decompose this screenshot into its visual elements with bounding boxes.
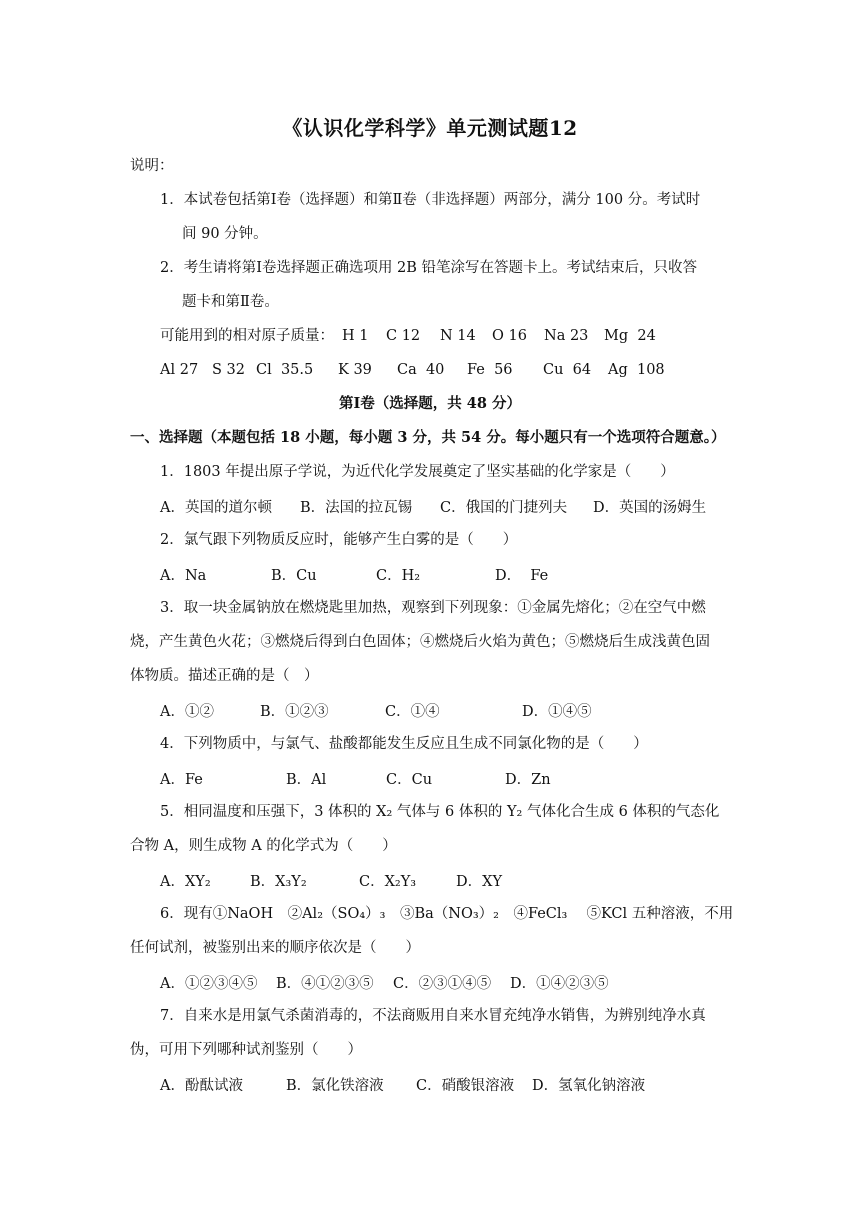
question-1-option-b: B．法国的拉瓦锡 — [300, 500, 413, 516]
question-3-option-a: A．①② — [160, 704, 214, 720]
question-5-option-a: A．XY₂ — [160, 874, 211, 890]
atomic-mass-mg: Mg 24 — [604, 328, 656, 344]
question-6-option-a: A．①②③④⑤ — [160, 976, 258, 992]
question-7-stem: 7．自来水是用氯气杀菌消毒的，不法商贩用自来水冒充纯净水销售，为辨别纯净水真 — [160, 1008, 706, 1024]
question-1-option-d: D．英国的汤姆生 — [593, 500, 707, 516]
atomic-mass-label: 可能用到的相对原子质量： — [160, 328, 334, 344]
atomic-mass-c: C 12 — [386, 328, 421, 344]
atomic-mass-h: H 1 — [342, 328, 369, 344]
part-heading: 一、选择题（本题包括 18 小题，每小题 3 分，共 54 分。每小题只有一个选项符合题意。） — [130, 429, 726, 446]
atomic-mass-na: Na 23 — [544, 328, 589, 344]
question-4-option-d: D．Zn — [505, 772, 551, 788]
instruction-item-2-cont: 题卡和第Ⅱ卷。 — [182, 294, 279, 310]
question-4-option-c: C．Cu — [386, 772, 433, 788]
question-2-option-c: C．H₂ — [376, 568, 421, 584]
question-3-stem-cont-1: 烧，产生黄色火花；③燃烧后得到白色固体；④燃烧后火焰为黄色；⑤燃烧后生成浅黄色固 — [130, 634, 710, 650]
question-6-stem-cont: 任何试剂，被鉴别出来的顺序依次是（ ） — [130, 940, 420, 956]
question-7-option-c: C．硝酸银溶液 — [416, 1078, 515, 1094]
question-1-option-a: A．英国的道尔顿 — [160, 500, 272, 516]
question-7-option-d: D．氢氧化钠溶液 — [532, 1078, 646, 1094]
question-3-option-d: D．①④⑤ — [522, 704, 592, 720]
atomic-mass-fe: Fe 56 — [467, 362, 513, 378]
question-2-option-d: D． Fe — [495, 568, 549, 584]
question-3-stem: 3．取一块金属钠放在燃烧匙里加热，观察到下列现象：①金属先熔化；②在空气中燃 — [160, 600, 706, 616]
atomic-mass-s: S 32 — [212, 362, 245, 378]
atomic-mass-cu: Cu 64 — [543, 362, 592, 378]
instructions-label: 说明： — [130, 158, 174, 174]
atomic-mass-n: N 14 — [440, 328, 476, 344]
instruction-item-1: 1．本试卷包括第Ⅰ卷（选择题）和第Ⅱ卷（非选择题）两部分，满分 100 分。考试时 — [160, 192, 701, 208]
question-5-stem: 5．相同温度和压强下，3 体积的 X₂ 气体与 6 体积的 Y₂ 气体化合生成 6 体积的气态化 — [160, 804, 720, 820]
question-2-stem: 2．氯气跟下列物质反应时，能够产生白雾的是（ ） — [160, 532, 518, 548]
question-3-stem-cont-2: 体物质。描述正确的是（ ） — [130, 668, 319, 684]
question-5-option-c: C．X₂Y₃ — [359, 874, 417, 890]
question-7-stem-cont: 伪，可用下列哪种试剂鉴别（ ） — [130, 1042, 362, 1058]
question-2-option-a: A．Na — [160, 568, 207, 584]
instruction-item-2: 2．考生请将第Ⅰ卷选择题正确选项用 2B 铅笔涂写在答题卡上。考试结束后，只收答 — [160, 260, 698, 276]
question-5-option-d: D．XY — [456, 874, 503, 890]
question-6-option-c: C．②③①④⑤ — [393, 976, 492, 992]
question-7-option-b: B．氯化铁溶液 — [286, 1078, 384, 1094]
section-title: 第Ⅰ卷（选择题，共 48 分） — [338, 395, 522, 412]
atomic-mass-k: K 39 — [338, 362, 372, 378]
atomic-mass-cl: Cl 35.5 — [256, 362, 314, 378]
instruction-item-1-cont: 间 90 分钟。 — [182, 226, 268, 242]
question-6-stem: 6．现有①NaOH ②Al₂（SO₄）₃ ③Ba（NO₃）₂ ④FeCl₃ ⑤KCl 五种溶液，不用 — [160, 906, 734, 922]
question-7-option-a: A．酚酞试液 — [160, 1078, 243, 1094]
atomic-mass-o: O 16 — [492, 328, 527, 344]
document-title: 《认识化学科学》单元测试题12 — [282, 116, 578, 140]
atomic-mass-al: Al 27 — [160, 362, 199, 378]
question-3-option-c: C．①④ — [385, 704, 440, 720]
question-4-option-b: B．Al — [286, 772, 327, 788]
question-3-option-b: B．①②③ — [260, 704, 329, 720]
question-4-stem: 4．下列物质中，与氯气、盐酸都能发生反应且生成不同氯化物的是（ ） — [160, 736, 648, 752]
question-4-option-a: A．Fe — [160, 772, 203, 788]
atomic-mass-ca: Ca 40 — [397, 362, 445, 378]
question-1-option-c: C．俄国的门捷列夫 — [440, 500, 568, 516]
question-5-option-b: B．X₃Y₂ — [250, 874, 307, 890]
question-2-option-b: B．Cu — [271, 568, 317, 584]
atomic-mass-ag: Ag 108 — [608, 362, 665, 378]
question-5-stem-cont: 合物 A，则生成物 A 的化学式为（ ） — [130, 838, 397, 854]
question-6-option-d: D．①④②③⑤ — [510, 976, 609, 992]
question-1-stem: 1．1803 年提出原子学说，为近代化学发展奠定了坚实基础的化学家是（ ） — [160, 464, 675, 480]
question-6-option-b: B．④①②③⑤ — [276, 976, 374, 992]
